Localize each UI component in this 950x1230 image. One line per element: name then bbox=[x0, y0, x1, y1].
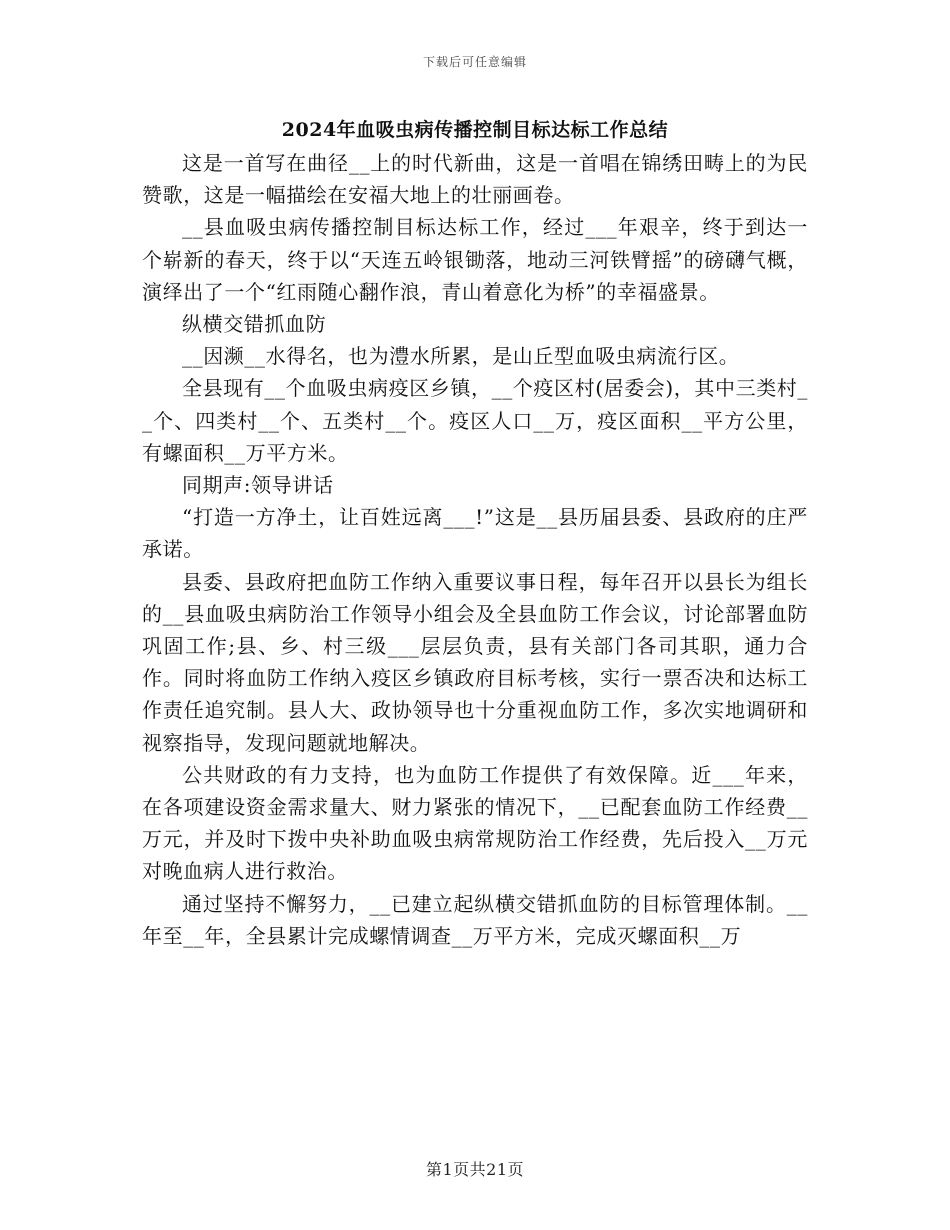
document-title: 2024年血吸虫病传播控制目标达标工作总结 bbox=[281, 119, 669, 141]
paragraph: 公共财政的有力支持，也为血防工作提供了有效保障。近___年来，在各项建设资金需求量大、财力紧张的情况下，__已配套血防工作经费__万元，并及时下拨中央补助血吸虫病常规防治工作经费，先后投入__万元对晚血病人进行救治。 bbox=[142, 762, 808, 884]
paragraph: 这是一首写在曲径__上的时代新曲，这是一首唱在锦绣田畴上的为民赞歌，这是一幅描绘在安福大地上的壮丽画卷。 bbox=[142, 151, 808, 208]
section-heading: 纵横交错抓血防 bbox=[182, 312, 327, 337]
paragraph: 全县现有__个血吸虫病疫区乡镇，__个疫区村(居委会)，其中三类村__个、四类村__个、五类村__个。疫区人口__万，疫区面积__平方公里，有螺面积__万平方米。 bbox=[142, 376, 809, 465]
paragraph: __因濒__水得名，也为澧水所累，是山丘型血吸虫病流行区。 bbox=[182, 344, 740, 369]
paragraph: 通过坚持不懈努力，__已建立起纵横交错抓血防的目标管理体制。__年至__年，全县累计完成螺情调查__万平方米，完成灭螺面积__万 bbox=[142, 891, 808, 948]
paragraph: “打造一方净土，让百姓远离___!”这是__县历届县委、县政府的庄严承诺。 bbox=[142, 505, 808, 562]
page-header-note: 下载后可任意编辑 bbox=[422, 55, 527, 69]
page-number: 第1页共21页 bbox=[425, 1160, 525, 1179]
paragraph: __县血吸虫病传播控制目标达标工作，经过___年艰辛，终于到达一个崭新的春天，终于以“天连五岭银锄落，地动三河铁臂摇”的磅礴气概，演绎出了一个“红雨随心翻作浪，青山着意化为桥”的幸福盛景。 bbox=[142, 215, 808, 304]
document-body bbox=[142, 147, 808, 952]
paragraph: 县委、县政府把血防工作纳入重要议事日程，每年召开以县长为组长的__县血吸虫病防治工作领导小组会及全县血防工作会议，讨论部署血防巩固工作;县、乡、村三级___层层负责，县有关部门各司其职，通力合作。同时将血防工作纳入疫区乡镇政府目标考核，实行一票否决和达标工作责任追究制。县人大、政协领导也十分重视血防工作，多次实地调研和视察指导，发现问题就地解决。 bbox=[142, 569, 808, 755]
section-heading: 同期声:领导讲话 bbox=[182, 473, 334, 498]
